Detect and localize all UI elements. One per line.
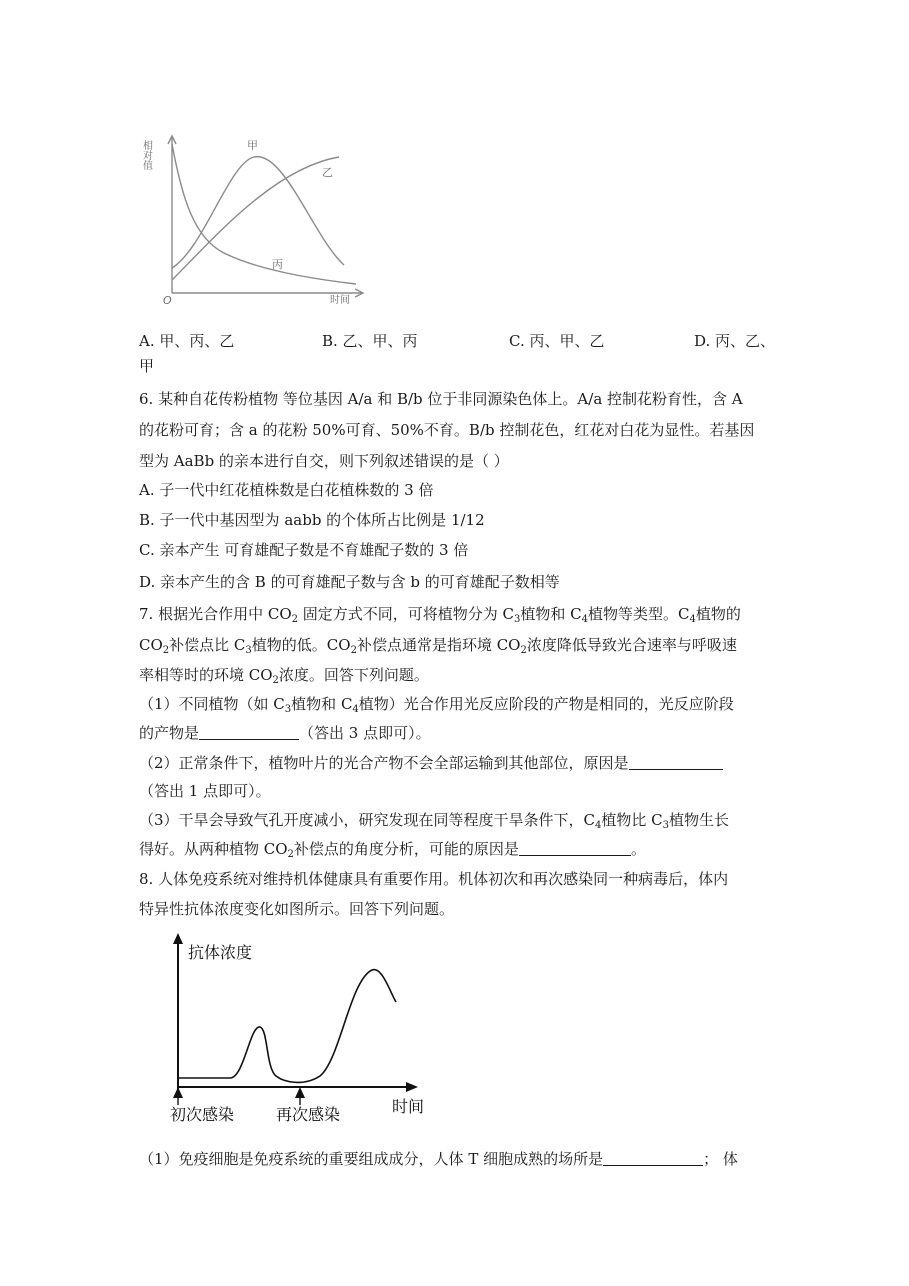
fig2-marker1-arrowhead — [173, 1087, 183, 1098]
q7-stem-line1: 7. 根据光合作用中 $CO_2$ 固定方式不同，可将植物分为 $C_3$植物和 $C_4$植物等类型。$C_4$植物的 — [139, 605, 741, 625]
fig2-marker2-label: 再次感染 — [276, 1105, 341, 1124]
fig2-ylabel: 抗体浓度 — [188, 943, 253, 962]
q6-stem-line3: 型为 AaBb 的亲本进行自交，则下列叙述错误的是（ ） — [139, 452, 509, 470]
figure-relative-value-curves — [134, 128, 374, 313]
q5-option-b: B. 乙、甲、丙 — [322, 332, 418, 350]
q5-option-d: D. 丙、乙、 — [694, 332, 776, 350]
q6-option-b: B. 子一代中基因型为 aabb 的个体所占比例是 1/12 — [139, 511, 485, 529]
q7-part1-answer-blank[interactable] — [199, 723, 299, 740]
q8-part1-answer-blank[interactable] — [603, 1149, 703, 1166]
fig1-xlabel: 时间 — [330, 295, 350, 306]
q7-stem-line3: 率相等时的环境 $CO_2$浓度。回答下列问题。 — [139, 666, 429, 686]
fig2-y-arrow — [173, 933, 183, 944]
q8-stem-line2: 特异性抗体浓度变化如图所示。回答下列问题。 — [139, 900, 455, 918]
fig2-x-arrow — [406, 1082, 418, 1092]
q5-option-d-wrap: 甲 — [139, 357, 155, 375]
q6-option-c: C. 亲本产生 可育雄配子数是不育雄配子数的 3 倍 — [139, 541, 469, 559]
q7-part3-line1: （3）干旱会导致气孔开度减小，研究发现在同等程度干旱条件下，$C_4$植物比 $C_3$植物生长 — [139, 811, 730, 831]
curve-jia — [172, 157, 344, 268]
q8-part1-line1: （1）免疫细胞是免疫系统的重要组成成分，人体 T 细胞成熟的场所是 ； 体 — [139, 1150, 738, 1168]
fig2-marker2-arrowhead — [295, 1087, 305, 1098]
fig1-label-yi: 乙 — [322, 166, 333, 179]
fig1-axes — [168, 136, 363, 297]
curve-yi — [172, 157, 339, 280]
q6-stem-line2: 的花粉可育；含 a 的花粉 50%可育、50%不育。B/b 控制花色，红花对白花为显性。若基因 — [139, 421, 755, 439]
fig2-xlabel: 时间 — [392, 1097, 425, 1116]
q7-stem-line2: $CO_2$补偿点比 $C_3$植物的低。$CO_2$补偿点通常是指环境 $CO_2$浓度降低导致光合速率与呼吸速 — [139, 636, 737, 656]
fig1-label-jia: 甲 — [247, 139, 258, 152]
q7-part3-answer-blank[interactable] — [519, 839, 631, 856]
q7-part2-line2: （答出 1 点即可）。 — [139, 782, 271, 800]
q5-option-a: A. 甲、丙、乙 — [139, 332, 235, 350]
fig2-antibody-curve — [178, 970, 396, 1083]
curve-bing — [172, 144, 356, 284]
q7-part2-answer-blank[interactable] — [629, 753, 723, 770]
q8-stem-line1: 8. 人体免疫系统对维持机体健康具有重要作用。机体初次和再次感染同一种病毒后，体内 — [139, 870, 729, 888]
q7-part3-line2: 得好。从两种植物 $CO_2$补偿点的角度分析，可能的原因是 。 — [139, 840, 646, 860]
fig1-ylabel: 相对值 — [140, 140, 152, 170]
figure-antibody-concentration — [160, 930, 445, 1125]
q7-part1-line2: 的产物是 （答出 3 点即可）。 — [139, 724, 431, 742]
q7-part1-line1: （1）不同植物（如 $C_3$植物和 $C_4$植物）光合作用光反应阶段的产物是相同的，光反应阶段 — [139, 695, 734, 715]
fig1-label-bing: 丙 — [272, 258, 283, 271]
q7-part2-line1: （2）正常条件下，植物叶片的光合产物不会全部运输到其他部位，原因是 — [139, 752, 723, 774]
q6-option-a: A. 子一代中红花植株数是白花植株数的 3 倍 — [139, 481, 434, 499]
q6-stem-line1: 6. 某种自花传粉植物 等位基因 A/a 和 B/b 位于非同源染色体上。A/a 控制花粉育性，含 A — [139, 390, 743, 408]
q5-option-c: C. 丙、甲、乙 — [509, 332, 605, 350]
fig2-marker1-label: 初次感染 — [170, 1105, 235, 1124]
q6-option-d: D. 亲本产生的含 B 的可育雄配子数与含 b 的可育雄配子数相等 — [139, 573, 560, 591]
fig1-origin: O — [163, 294, 172, 307]
